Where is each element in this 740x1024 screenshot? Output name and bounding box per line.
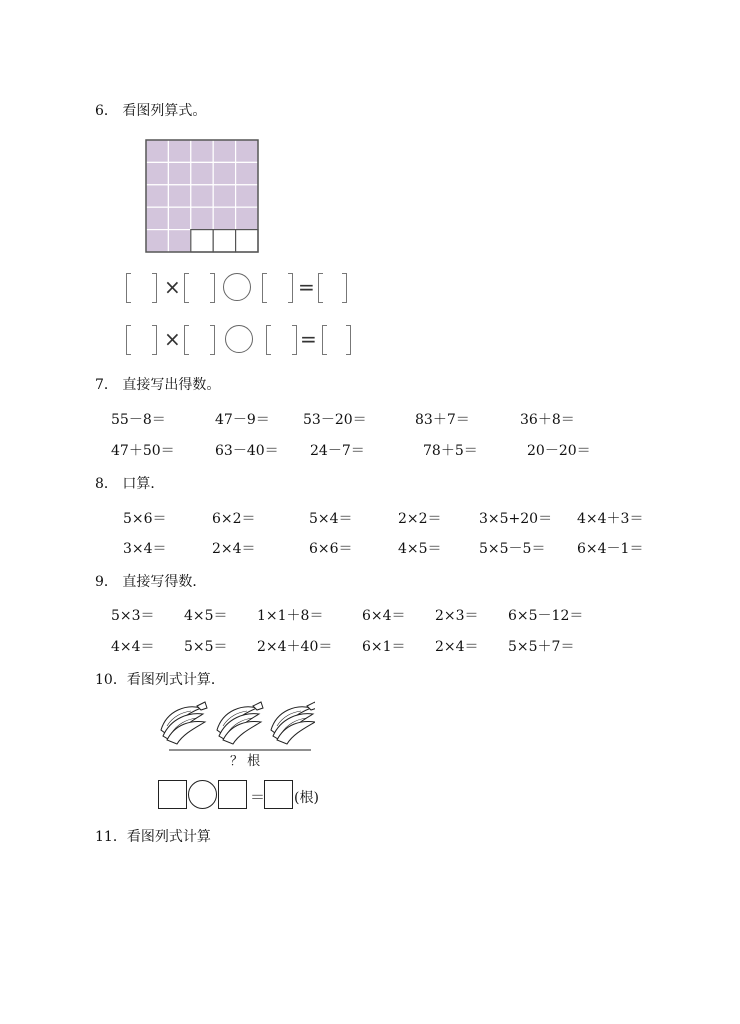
q10-title: 10．看图列式计算．	[95, 672, 225, 688]
q7-r1-c4: 83＋7＝	[415, 412, 470, 428]
answer-box[interactable]	[218, 780, 247, 809]
q10-total-label: ？ 根	[230, 754, 261, 769]
q9-r2-c4: 6×1＝	[362, 639, 406, 655]
q8-r2-c4: 4×5＝	[398, 541, 442, 557]
answer-box[interactable]	[264, 780, 293, 809]
q9-r2-c3: 2×4＋40＝	[257, 639, 333, 655]
blank-bracket-left	[318, 273, 323, 303]
blank-bracket-right[interactable]	[152, 325, 157, 355]
grid-cell-shaded	[146, 162, 168, 184]
grid-cell-shaded	[191, 207, 213, 229]
q8-r2-c5: 5×5－5＝	[479, 541, 546, 557]
blank-bracket-left	[322, 325, 327, 355]
operator-circle[interactable]	[188, 780, 217, 809]
q9-r2-c2: 5×5＝	[184, 639, 228, 655]
q8-r1-c2: 6×2＝	[212, 511, 256, 527]
grid-cell-shaded	[146, 140, 168, 162]
grid-cell-shaded	[146, 207, 168, 229]
q9-r2-c6: 5×5＋7＝	[508, 639, 575, 655]
q9-r1-c1: 5×3＝	[111, 608, 155, 624]
q6-shaded-grid	[145, 139, 259, 253]
blank-bracket-right[interactable]	[210, 325, 215, 355]
q8-r2-c2: 2×4＝	[212, 541, 256, 557]
q8-r1-c4: 2×2＝	[398, 511, 442, 527]
q7-r2-c1: 47＋50＝	[111, 443, 175, 459]
grid-cell-shaded	[213, 207, 235, 229]
blank-bracket-left	[126, 325, 131, 355]
q6-blank-row-2	[126, 325, 356, 355]
grid-cell-shaded	[168, 185, 190, 207]
q9-r1-c4: 6×4＝	[362, 608, 406, 624]
grid-cell-shaded	[168, 230, 190, 252]
banana-bunch-icon	[217, 702, 263, 744]
q11-title: 11．看图列式计算	[95, 829, 211, 845]
q8-r1-c3: 5×4＝	[309, 511, 353, 527]
q8-r1-c1: 5×6＝	[123, 511, 167, 527]
grid-cell-shaded	[213, 185, 235, 207]
q7-r2-c2: 63－40＝	[215, 443, 279, 459]
grid-cell-shaded	[191, 140, 213, 162]
q10-answer-row	[158, 780, 328, 812]
grid-cell-shaded	[146, 185, 168, 207]
q8-r2-c1: 3×4＝	[123, 541, 167, 557]
grid-cell-shaded	[236, 162, 258, 184]
q8-r1-c5: 3×5+20＝	[479, 511, 553, 527]
q7-r2-c5: 20－20＝	[527, 443, 591, 459]
grid-cell-empty	[191, 230, 213, 252]
q6-blank-row-1	[126, 273, 356, 303]
q8-title: 8． 口算．	[95, 476, 165, 492]
q8-r1-c6: 4×4＋3＝	[577, 511, 644, 527]
blank-bracket-left	[184, 273, 189, 303]
q9-r2-c5: 2×4＝	[435, 639, 479, 655]
blank-bracket-right[interactable]	[152, 273, 157, 303]
q9-title: 9． 直接写得数．	[95, 574, 207, 590]
blank-bracket-right[interactable]	[292, 325, 297, 355]
blank-bracket-right[interactable]	[288, 273, 293, 303]
q7-r1-c1: 55－8＝	[111, 412, 166, 428]
blank-bracket-left	[126, 273, 131, 303]
times-sign: ×	[164, 327, 181, 351]
blank-bracket-left	[266, 325, 271, 355]
equals-sign: =	[300, 327, 317, 351]
grid-cell-empty	[236, 230, 258, 252]
unit-label: (根)	[294, 790, 319, 806]
q7-r2-c4: 78＋5＝	[423, 443, 478, 459]
banana-bunch-icon	[271, 702, 315, 744]
grid-cell-shaded	[236, 185, 258, 207]
operator-circle[interactable]	[223, 273, 251, 301]
q7-r1-c2: 47－9＝	[215, 412, 270, 428]
q8-r2-c6: 6×4－1＝	[577, 541, 644, 557]
blank-bracket-right[interactable]	[346, 325, 351, 355]
grid-cell-shaded	[236, 207, 258, 229]
q7-r1-c3: 53－20＝	[303, 412, 367, 428]
q9-r2-c1: 4×4＝	[111, 639, 155, 655]
blank-bracket-right[interactable]	[342, 273, 347, 303]
grid-cell-shaded	[213, 140, 235, 162]
q9-r1-c3: 1×1＋8＝	[257, 608, 324, 624]
q7-r1-c5: 36＋8＝	[520, 412, 575, 428]
equals-sign: ＝	[250, 788, 266, 806]
blank-bracket-left	[184, 325, 189, 355]
blank-bracket-left	[262, 273, 267, 303]
equals-sign: =	[298, 275, 315, 299]
grid-cell-shaded	[168, 140, 190, 162]
grid-cell-shaded	[168, 162, 190, 184]
q6-title: 6． 看图列算式。	[95, 103, 207, 119]
q9-r1-c5: 2×3＝	[435, 608, 479, 624]
blank-bracket-right[interactable]	[210, 273, 215, 303]
q9-r1-c2: 4×5＝	[184, 608, 228, 624]
grid-cell-shaded	[191, 162, 213, 184]
q7-r2-c3: 24－7＝	[310, 443, 365, 459]
q7-title: 7． 直接写出得数。	[95, 377, 221, 393]
q8-r2-c3: 6×6＝	[309, 541, 353, 557]
banana-bunch-icon	[161, 702, 207, 744]
q9-r1-c6: 6×5－12＝	[508, 608, 584, 624]
grid-cell-shaded	[191, 185, 213, 207]
grid-cell-empty	[213, 230, 235, 252]
grid-cell-shaded	[168, 207, 190, 229]
answer-box[interactable]	[158, 780, 187, 809]
grid-cell-shaded	[213, 162, 235, 184]
grid-cell-shaded	[146, 230, 168, 252]
grid-cell-shaded	[236, 140, 258, 162]
times-sign: ×	[164, 275, 181, 299]
operator-circle[interactable]	[225, 325, 253, 353]
